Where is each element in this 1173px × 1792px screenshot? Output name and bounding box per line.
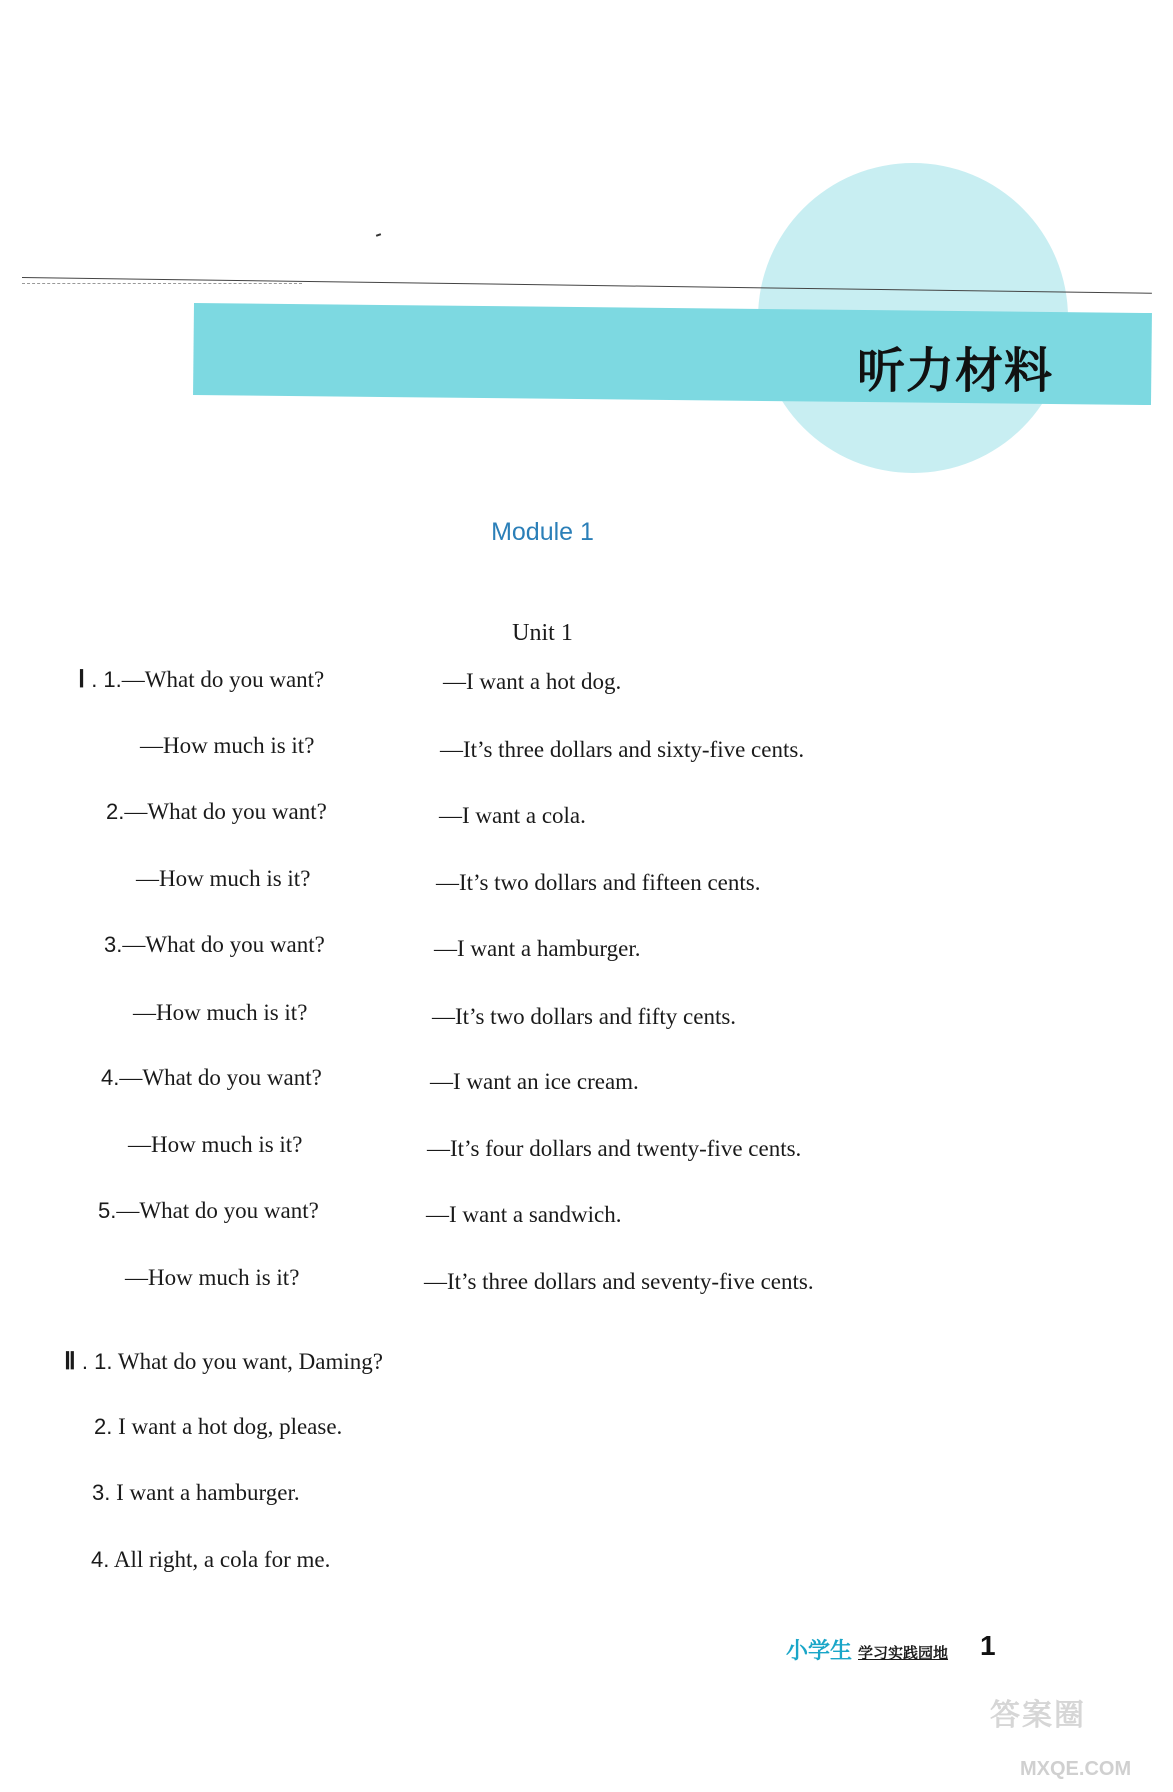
section-1-item-1-question-2: —How much is it? [140,733,315,758]
section-1-item-3-answer-2: —It’s two dollars and fifty cents. [432,1004,737,1029]
section-1-item-3-answer-1: —I want a hamburger. [434,936,641,961]
question-text: —What do you want? [122,932,325,957]
item-number: 5. [98,1198,117,1223]
section-1-item-5-question-1 [98,1198,319,1224]
item-number: 2. [106,799,125,824]
watermark-logo: 答案圈 [990,1699,1086,1732]
section-2-mark: Ⅱ [64,1348,76,1375]
unit-title: Unit 1 [512,620,573,646]
item-number: 3. [92,1480,111,1505]
watermark-url: MXQE.COM [1020,1758,1132,1780]
section-1-item-4-answer-2: —It’s four dollars and twenty-five cents. [427,1136,802,1161]
item-text: I want a hamburger. [116,1480,300,1505]
question-text: —What do you want? [119,1065,322,1090]
item-number: 2. [94,1414,113,1439]
section-1-item-3-question-2: —How much is it? [133,1000,308,1025]
section-1-item-5-answer-2: —It’s three dollars and seventy-five cents. [424,1269,814,1294]
item-number: 1. [94,1349,113,1374]
section-1-item-1-answer-2: —It’s three dollars and sixty-five cents. [440,737,805,762]
footer-subtitle: 学习实践园地 [858,1644,949,1662]
question-text: —What do you want? [124,799,327,824]
footer-brand: 小学生 [786,1639,853,1664]
section-1-item-1-answer-1: —I want a hot dog. [443,669,622,694]
section-2-item-4 [91,1547,330,1573]
section-1-item-4-question-2: —How much is it? [128,1132,303,1157]
footer-brand-block [786,1634,948,1665]
item-number: 4. [91,1547,110,1572]
item-number: 4. [101,1065,120,1090]
section-1-item-5-answer-1: —I want a sandwich. [426,1202,622,1227]
section-2-item-2 [94,1414,342,1440]
section-1-item-4-answer-1: —I want an ice cream. [430,1069,639,1094]
section-1-item-4-question-1 [101,1065,322,1091]
page-title: 听力材料 [856,343,1053,399]
section-1-item-3-question-1 [104,932,325,958]
page-number: 1 [980,1630,996,1661]
section-1-item-2-answer-2: —It’s two dollars and fifteen cents. [436,870,761,895]
header-dash-rule [22,283,302,284]
item-number: 3. [104,932,123,957]
section-1-item-2-question-1 [106,799,327,825]
item-text: I want a hot dog, please. [118,1414,343,1439]
section-2-item-3 [92,1480,300,1506]
section-2-item-1: Ⅱ . 1. What do you want, Daming? [64,1348,383,1375]
section-1-item-2-answer-1: —I want a cola. [439,803,586,828]
item-number: 1. [103,667,122,692]
question-text: —What do you want? [116,1198,319,1223]
module-title: Module 1 [491,518,594,546]
stray-mark [376,233,381,237]
question-text: —What do you want? [121,667,325,692]
section-1-item-5-question-2: —How much is it? [125,1265,300,1290]
section-1-mark: Ⅰ [78,666,86,693]
item-text: All right, a cola for me. [113,1547,331,1572]
section-1-item-1-question-1: Ⅰ . 1.—What do you want? [78,666,325,693]
item-text: What do you want, Daming? [117,1349,383,1374]
section-1-item-2-question-2: —How much is it? [136,866,311,891]
